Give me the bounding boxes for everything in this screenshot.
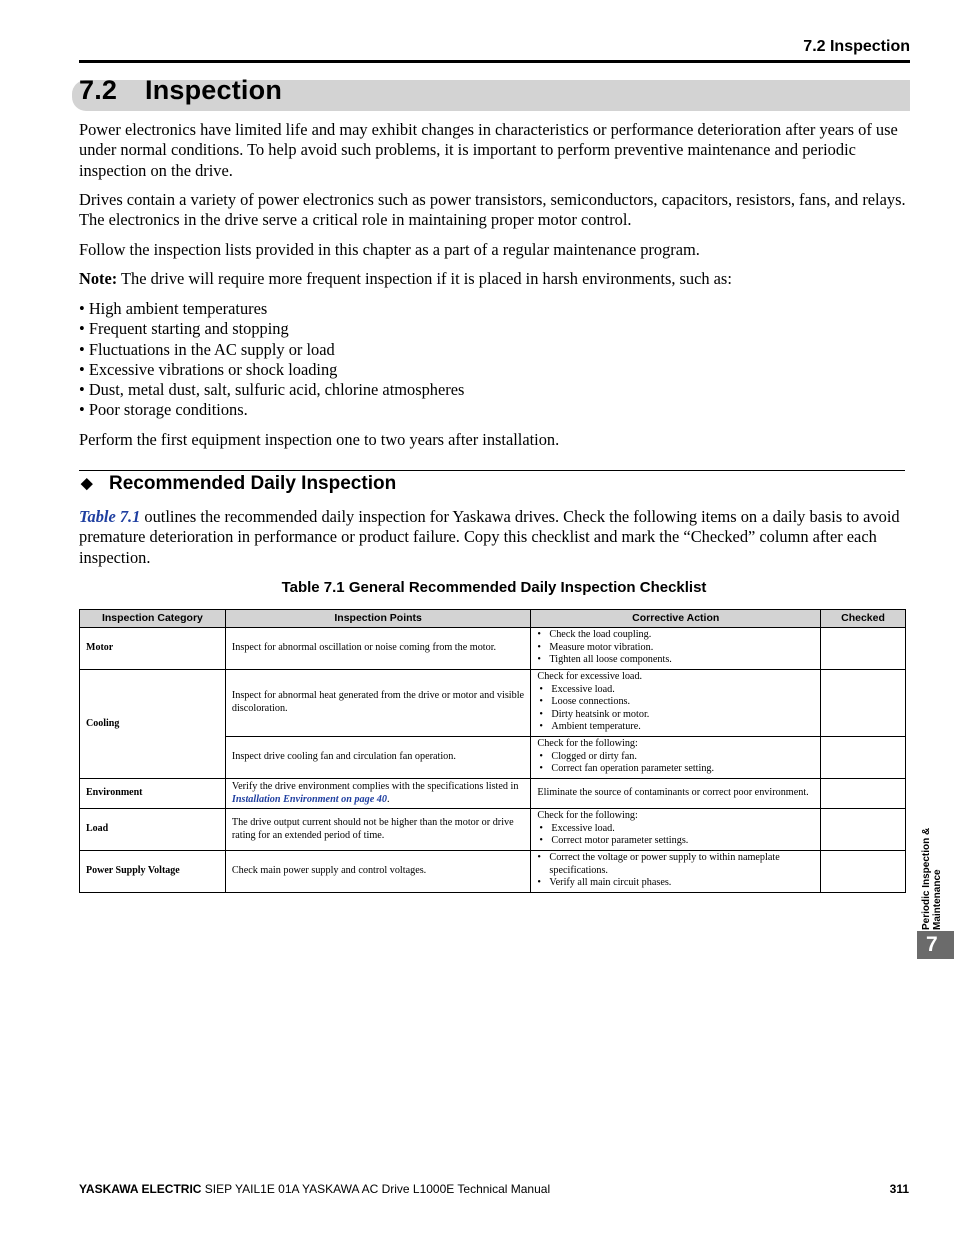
- subsection-rule: [79, 470, 905, 471]
- note-text: The drive will require more frequent inspection if it is placed in harsh environments, such as:: [117, 269, 732, 288]
- category-cell: Power Supply Voltage: [80, 851, 226, 893]
- section-title-text: Inspection: [145, 75, 283, 105]
- point-text: Verify the drive environment complies with the specifications listed in: [231, 781, 519, 792]
- footer-doc-name: SIEP YAIL1E 01A YASKAWA AC Drive L1000E Technical Manual: [201, 1182, 551, 1196]
- chapter-side-tab-number[interactable]: 7: [917, 931, 954, 959]
- action-item: • Ambient temperature.: [539, 721, 814, 734]
- chapter-side-tab-text: Periodic Inspection & Maintenance: [921, 827, 943, 930]
- inspection-point-cell: Inspect for abnormal oscillation or noise coming from the motor.: [225, 628, 531, 670]
- list-item: • Fluctuations in the AC supply or load: [79, 339, 335, 359]
- corrective-action-cell: Eliminate the source of contaminants or correct poor environment.: [531, 779, 821, 809]
- list-item: • Excessive vibrations or shock loading: [79, 359, 338, 379]
- inspection-checklist-table: [79, 609, 906, 893]
- header-rule: [79, 60, 910, 63]
- action-item: • Verify all main circuit phases.: [537, 877, 814, 890]
- action-item: • Dirty heatsink or motor.: [539, 709, 814, 722]
- intro-paragraph: Power electronics have limited life and may exhibit changes in characteristics or performance deterioration after years of use under normal conditions. To help avoid such problems, it is important to perform preventive maintenance and periodic inspection on the drive.: [79, 120, 898, 180]
- inspection-point-cell: Inspect for abnormal heat generated from the drive or motor and visible discoloration.: [225, 670, 531, 737]
- action-item: • Excessive load.: [539, 684, 814, 697]
- daily-inspection-paragraph: [79, 507, 909, 568]
- page-number: 311: [889, 1182, 909, 1196]
- corrective-action-cell: [531, 809, 821, 851]
- footer-document-title: [79, 1182, 550, 1196]
- category-cell: Cooling: [80, 670, 226, 779]
- follow-paragraph: Follow the inspection lists provided in this chapter as a part of a regular maintenance program.: [79, 240, 700, 259]
- action-item: • Check the load coupling.: [537, 629, 814, 642]
- list-item: • Poor storage conditions.: [79, 400, 248, 420]
- action-item: • Measure motor vibration.: [537, 642, 814, 655]
- action-item: • Correct the voltage or power supply to within nameplate specifications.: [537, 852, 814, 877]
- checked-cell[interactable]: [821, 851, 906, 893]
- list-item: • High ambient temperatures: [79, 299, 268, 318]
- table-caption: Table 7.1 General Recommended Daily Inspection Checklist: [281, 579, 707, 596]
- checked-cell[interactable]: [821, 628, 906, 670]
- inspection-point-cell: Check main power supply and control voltages.: [225, 851, 531, 893]
- category-cell: Load: [80, 809, 226, 851]
- corrective-action-cell: [531, 628, 821, 670]
- list-item: • Dust, metal dust, salt, sulfuric acid, chlorine atmospheres: [79, 380, 465, 400]
- action-item: • Correct fan operation parameter setting.: [539, 763, 814, 776]
- checked-cell[interactable]: [821, 809, 906, 851]
- category-cell: Motor: [80, 628, 226, 670]
- table-row: [80, 851, 906, 893]
- list-item: • Frequent starting and stopping: [79, 319, 289, 339]
- subsection-title: [81, 473, 396, 495]
- first-inspection-paragraph: Perform the first equipment inspection one to two years after installation.: [79, 430, 560, 449]
- header-inspection-category: Inspection Category: [80, 610, 226, 628]
- table-header-row: [80, 610, 906, 628]
- chapter-side-tab-label: [918, 808, 946, 930]
- action-item: • Tighten all loose components.: [537, 654, 814, 667]
- action-item: • Excessive load.: [539, 823, 814, 836]
- action-item: • Correct motor parameter settings.: [539, 835, 814, 848]
- corrective-action-cell: [531, 851, 821, 893]
- running-head: 7.2 Inspection: [803, 38, 910, 55]
- table-row: [80, 809, 906, 851]
- note-label: Note:: [79, 269, 118, 288]
- action-lead: Check for the following:: [537, 738, 638, 750]
- table-row: [80, 628, 906, 670]
- section-number: 7.2: [79, 75, 118, 105]
- diamond-icon: ◆: [81, 475, 93, 492]
- daily-inspection-text: outlines the recommended daily inspection for Yaskawa drives. Check the following items on a daily basis to avoid premature deterioration in performance or product failure. Copy this checklist and mark the “Checked” column after each inspection.: [79, 507, 900, 567]
- checked-cell[interactable]: [821, 737, 906, 779]
- corrective-action-cell: [531, 737, 821, 779]
- harsh-environment-list: [79, 299, 464, 421]
- action-item: • Loose connections.: [539, 696, 814, 709]
- table-row: [80, 670, 906, 737]
- header-checked: Checked: [821, 610, 906, 628]
- subsection-title-text: Recommended Daily Inspection: [109, 473, 397, 494]
- action-lead: Check for the following:: [537, 810, 638, 822]
- electronics-paragraph: Drives contain a variety of power electronics such as power transistors, semiconductors, capacitors, resistors, fans, and relays. The electronics in the drive serve a critical role in maintaining proper motor control.: [79, 190, 906, 230]
- corrective-action-cell: [531, 670, 821, 737]
- section-title: [79, 75, 282, 106]
- point-text-end: .: [386, 793, 390, 805]
- footer-brand: YASKAWA ELECTRIC: [79, 1182, 202, 1196]
- header-inspection-points: Inspection Points: [225, 610, 531, 628]
- header-corrective-action: Corrective Action: [531, 610, 821, 628]
- checked-cell[interactable]: [821, 779, 906, 809]
- table-row: [80, 779, 906, 809]
- checked-cell[interactable]: [821, 670, 906, 737]
- category-cell: Environment: [80, 779, 226, 809]
- installation-environment-link[interactable]: Installation Environment on page 40: [231, 793, 387, 805]
- note-paragraph: [79, 269, 909, 289]
- action-item: • Clogged or dirty fan.: [539, 751, 814, 764]
- inspection-point-cell: The drive output current should not be higher than the motor or drive rating for an extended period of time.: [225, 809, 531, 851]
- inspection-point-cell: [225, 779, 531, 809]
- action-lead: Check for excessive load.: [537, 671, 643, 683]
- table-7-1-link[interactable]: Table 7.1: [79, 507, 141, 526]
- inspection-point-cell: Inspect drive cooling fan and circulation fan operation.: [225, 737, 531, 779]
